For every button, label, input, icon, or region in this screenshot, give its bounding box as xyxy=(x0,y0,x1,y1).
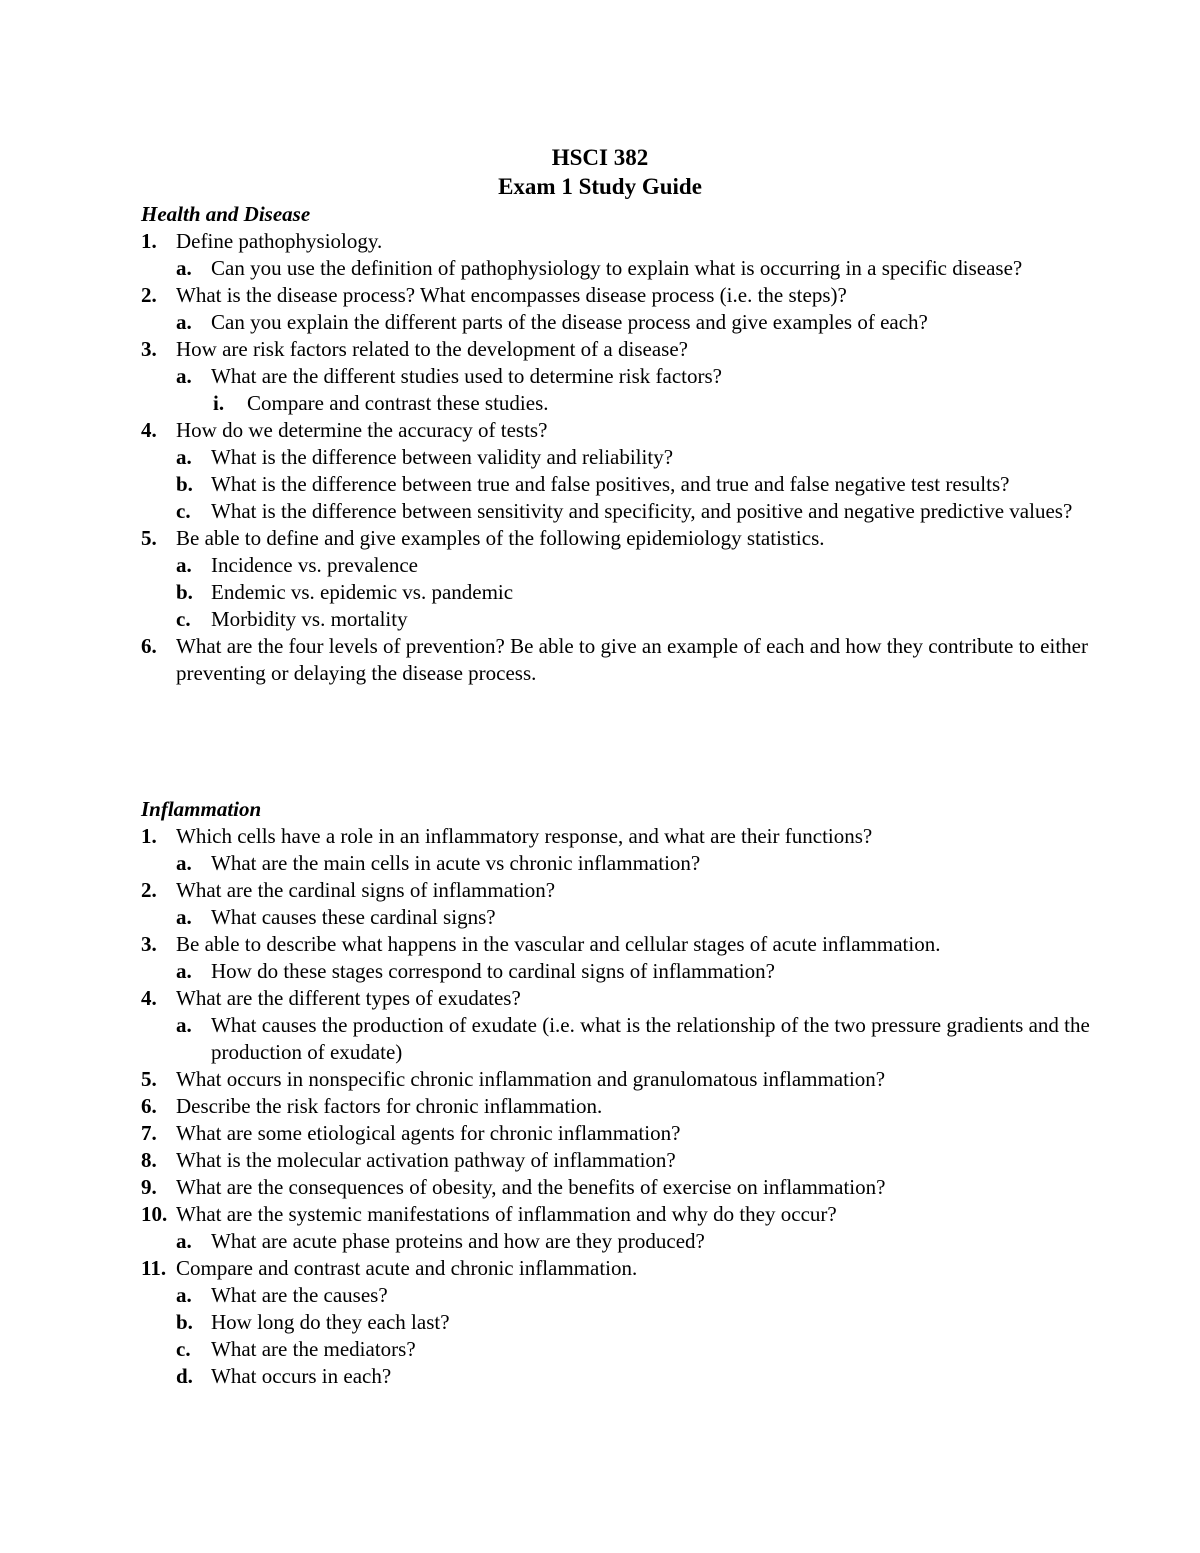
list-marker: 5. xyxy=(141,1067,157,1091)
sub-item xyxy=(141,1336,1101,1363)
question-list xyxy=(141,228,1101,687)
list-item xyxy=(141,1120,1101,1147)
sub-item xyxy=(141,1012,1101,1066)
sub-item xyxy=(141,958,1101,985)
list-marker: a. xyxy=(176,445,192,469)
list-item xyxy=(141,931,1101,958)
list-marker: a. xyxy=(176,851,192,875)
list-marker: a. xyxy=(176,364,192,388)
question-text: What are the systemic manifestations of inflammation and why do they occur? xyxy=(176,1202,837,1226)
question-text: What are the causes? xyxy=(211,1283,388,1307)
question-text: Compare and contrast these studies. xyxy=(247,391,549,415)
list-marker: 3. xyxy=(141,932,157,956)
list-item xyxy=(141,877,1101,904)
list-item xyxy=(141,985,1101,1012)
sub-item xyxy=(141,1363,1101,1390)
list-item xyxy=(141,1201,1101,1228)
question-text: What occurs in each? xyxy=(211,1364,392,1388)
list-marker: c. xyxy=(176,607,191,631)
list-marker: 3. xyxy=(141,337,157,361)
list-marker: 11. xyxy=(141,1256,167,1280)
list-marker: 4. xyxy=(141,986,157,1010)
question-text: How do we determine the accuracy of tests? xyxy=(176,418,548,442)
question-text: Incidence vs. prevalence xyxy=(211,553,418,577)
list-marker: 6. xyxy=(141,1094,157,1118)
question-text: Describe the risk factors for chronic inflammation. xyxy=(176,1094,603,1118)
list-item xyxy=(141,1147,1101,1174)
guide-title: Exam 1 Study Guide xyxy=(498,174,702,199)
section-heading: Inflammation xyxy=(141,797,262,821)
list-item xyxy=(141,1066,1101,1093)
question-text: Be able to define and give examples of the following epidemiology statistics. xyxy=(176,526,825,550)
section-health-and-disease xyxy=(141,201,1101,687)
list-item xyxy=(141,228,1101,255)
list-item xyxy=(141,1174,1101,1201)
sub-item xyxy=(141,606,1101,633)
sub-item xyxy=(141,579,1101,606)
sub-item xyxy=(141,850,1101,877)
list-marker: a. xyxy=(176,1229,192,1253)
question-text: What causes the production of exudate (i.e. what is the relationship of the two pressure gradients and the production of exudate) xyxy=(211,1013,1090,1064)
list-marker: 4. xyxy=(141,418,157,442)
sub-item xyxy=(141,363,1101,390)
list-marker: a. xyxy=(176,959,192,983)
question-text: Be able to describe what happens in the vascular and cellular stages of acute inflammation. xyxy=(176,932,941,956)
question-text: Compare and contrast acute and chronic inflammation. xyxy=(176,1256,638,1280)
list-marker: b. xyxy=(176,1310,193,1334)
sub-item xyxy=(141,471,1101,498)
list-marker: 10. xyxy=(141,1202,168,1226)
list-item xyxy=(141,823,1101,850)
question-text: What is the disease process? What encompasses disease process (i.e. the steps)? xyxy=(176,283,847,307)
list-marker: 6. xyxy=(141,634,157,658)
list-marker: i. xyxy=(213,391,225,415)
list-marker: 2. xyxy=(141,878,157,902)
course-title: HSCI 382 xyxy=(551,145,649,170)
sub-item xyxy=(141,1228,1101,1255)
list-item xyxy=(141,1093,1101,1120)
question-text: What are the different studies used to determine risk factors? xyxy=(211,364,723,388)
question-text: Define pathophysiology. xyxy=(176,229,383,253)
sub-item xyxy=(141,444,1101,471)
question-text: What is the difference between true and false positives, and true and false negative test results? xyxy=(211,472,1010,496)
question-text: What are the main cells in acute vs chronic inflammation? xyxy=(211,851,701,875)
sub-item xyxy=(141,904,1101,931)
list-item xyxy=(141,633,1101,687)
question-text: How do these stages correspond to cardinal signs of inflammation? xyxy=(211,959,775,983)
list-marker: a. xyxy=(176,1013,192,1037)
list-item xyxy=(141,525,1101,552)
list-marker: 1. xyxy=(141,229,157,253)
list-marker: a. xyxy=(176,905,192,929)
question-text: What are the different types of exudates? xyxy=(176,986,521,1010)
sub-item xyxy=(141,255,1101,282)
question-text: What is the molecular activation pathway of inflammation? xyxy=(176,1148,676,1172)
question-text: Can you explain the different parts of the disease process and give examples of each? xyxy=(211,310,928,334)
list-marker: d. xyxy=(176,1364,193,1388)
sub-sub-item xyxy=(141,390,1101,417)
question-list xyxy=(141,823,1101,1390)
question-text: What are acute phase proteins and how are they produced? xyxy=(211,1229,705,1253)
list-item xyxy=(141,1255,1101,1282)
sub-item xyxy=(141,552,1101,579)
sub-item xyxy=(141,309,1101,336)
list-marker: a. xyxy=(176,310,192,334)
list-marker: c. xyxy=(176,1337,191,1361)
list-marker: 9. xyxy=(141,1175,157,1199)
question-text: Morbidity vs. mortality xyxy=(211,607,408,631)
section-heading: Health and Disease xyxy=(141,202,311,226)
question-text: Can you use the definition of pathophysiology to explain what is occurring in a specific disease? xyxy=(211,256,1023,280)
list-marker: a. xyxy=(176,1283,192,1307)
list-marker: c. xyxy=(176,499,191,523)
question-text: How long do they each last? xyxy=(211,1310,450,1334)
list-marker: 2. xyxy=(141,283,157,307)
question-text: What are the cardinal signs of inflammation? xyxy=(176,878,556,902)
question-text: What are the consequences of obesity, and the benefits of exercise on inflammation? xyxy=(176,1175,886,1199)
list-item xyxy=(141,282,1101,309)
question-text: Endemic vs. epidemic vs. pandemic xyxy=(211,580,514,604)
list-marker: 1. xyxy=(141,824,157,848)
list-item xyxy=(141,336,1101,363)
question-text: What is the difference between validity and reliability? xyxy=(211,445,674,469)
section-inflammation xyxy=(141,796,1101,1390)
question-text: Which cells have a role in an inflammatory response, and what are their functions? xyxy=(176,824,873,848)
sub-item xyxy=(141,1282,1101,1309)
question-text: What causes these cardinal signs? xyxy=(211,905,496,929)
sub-item xyxy=(141,498,1101,525)
list-marker: a. xyxy=(176,553,192,577)
sub-item xyxy=(141,1309,1101,1336)
question-text: What is the difference between sensitivity and specificity, and positive and negative predictive values? xyxy=(211,499,1073,523)
list-marker: a. xyxy=(176,256,192,280)
question-text: What are the mediators? xyxy=(211,1337,416,1361)
list-marker: b. xyxy=(176,580,193,604)
list-marker: 7. xyxy=(141,1121,157,1145)
question-text: How are risk factors related to the development of a disease? xyxy=(176,337,688,361)
list-marker: b. xyxy=(176,472,193,496)
question-text: What occurs in nonspecific chronic inflammation and granulomatous inflammation? xyxy=(176,1067,886,1091)
question-text: What are the four levels of prevention? Be able to give an example of each and how they contribute to either preventing or delaying the disease process. xyxy=(176,634,1088,685)
list-item xyxy=(141,417,1101,444)
question-text: What are some etiological agents for chronic inflammation? xyxy=(176,1121,681,1145)
list-marker: 8. xyxy=(141,1148,157,1172)
list-marker: 5. xyxy=(141,526,157,550)
